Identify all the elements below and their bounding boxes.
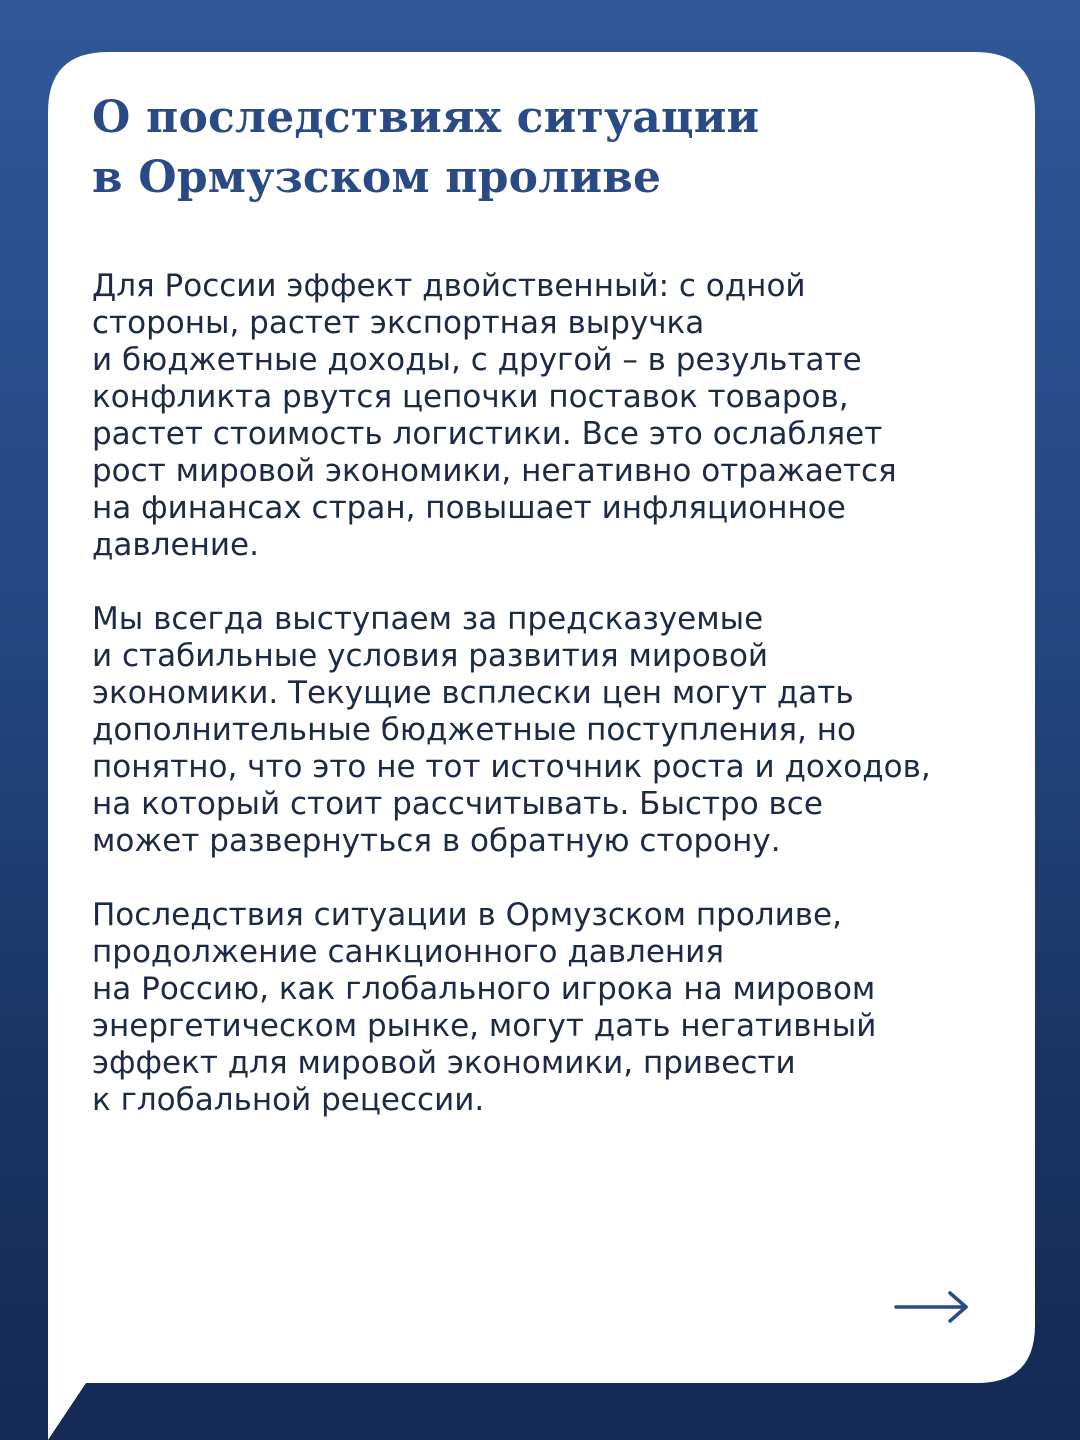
text-line: рост мировой экономики, негативно отражается [92, 453, 897, 489]
text-line: Мы всегда выступаем за предсказуемые [92, 601, 764, 637]
paragraph [92, 897, 992, 1119]
text-line: конфликта рвутся цепочки поставок товаров, [92, 379, 849, 415]
title-line: О последствиях ситуации [92, 92, 760, 143]
article-body [92, 268, 992, 1156]
text-line: и бюджетные доходы, с другой – в результате [92, 342, 862, 378]
text-line: понятно, что это не тот источник роста и доходов, [92, 749, 931, 785]
text-line: и стабильные условия развития мировой [92, 638, 769, 674]
text-line: может развернуться в обратную сторону. [92, 823, 781, 859]
paragraph [92, 268, 992, 564]
text-line: на Россию, как глобального игрока на мировом [92, 971, 876, 1007]
text-line: Последствия ситуации в Ормузском проливе, [92, 897, 842, 933]
text-line: дополнительные бюджетные поступления, но [92, 712, 856, 748]
paragraph [92, 601, 992, 860]
text-line: на который стоит рассчитывать. Быстро все [92, 786, 823, 822]
text-line: Для России эффект двойственный: с одной [92, 268, 806, 304]
text-line: энергетическом рынке, могут дать негативный [92, 1008, 877, 1044]
text-line: к глобальной рецессии. [92, 1082, 485, 1118]
text-line: на финансах стран, повышает инфляционное [92, 490, 846, 526]
text-line: давление. [92, 527, 259, 563]
text-line: растет стоимость логистики. Все это ослабляет [92, 416, 883, 452]
title-line: в Ормузском проливе [92, 152, 662, 203]
page-title [92, 88, 992, 208]
text-line: стороны, растет экспортная выручка [92, 305, 705, 341]
text-line: продолжение санкционного давления [92, 934, 724, 970]
text-line: эффект для мировой экономики, привести [92, 1045, 796, 1081]
text-line: экономики. Текущие всплески цен могут дать [92, 675, 854, 711]
arrow-right-icon[interactable] [894, 1290, 970, 1324]
